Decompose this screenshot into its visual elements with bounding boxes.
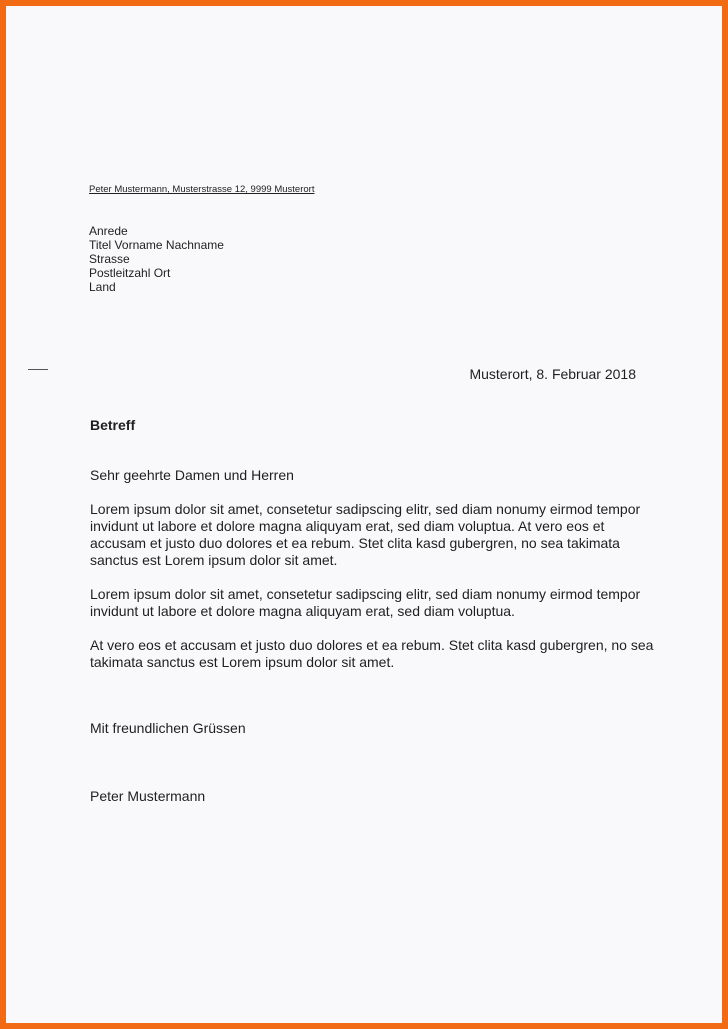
place-date-line: Musterort, 8. Februar 2018 [469,366,636,382]
body-paragraph-1: Lorem ipsum dolor sit amet, consetetur sadipscing elitr, sed diam nonumy eirmod tempor invidunt ut labore et dolore magna aliquyam erat, sed diam voluptua. At vero eos et accusam et justo duo dolores et ea rebum. Stet clita kasd gubergren, no sea takimata sanctus est Lorem ipsum dolor sit amet. [90,501,641,568]
letter-body [90,467,660,688]
recipient-line-salutation: Anrede [89,224,128,238]
subject-heading: Betreff [90,417,136,433]
closing-phrase: Mit freundlichen Grüssen [90,720,246,736]
recipient-line-name: Titel Vorname Nachname [89,238,224,252]
recipient-line-city: Postleitzahl Ort [89,266,171,280]
signature-name: Peter Mustermann [90,788,206,804]
body-paragraph-3: At vero eos et accusam et justo duo dolores et ea rebum. Stet clita kasd gubergren, no sea takimata sanctus est Lorem ipsum dolor sit amet. [90,637,654,670]
recipient-line-street: Strasse [89,252,130,266]
body-paragraph-2: Lorem ipsum dolor sit amet, consetetur sadipscing elitr, sed diam nonumy eirmod tempor invidunt ut labore et dolore magna aliquyam erat, sed diam voluptua. [90,586,641,619]
salutation: Sehr geehrte Damen und Herren [90,467,294,483]
recipient-line-country: Land [89,280,116,294]
fold-mark [28,369,48,370]
sender-return-address: Peter Mustermann, Musterstrasse 12, 9999 Musterort [89,184,315,195]
recipient-address-block [89,224,224,294]
